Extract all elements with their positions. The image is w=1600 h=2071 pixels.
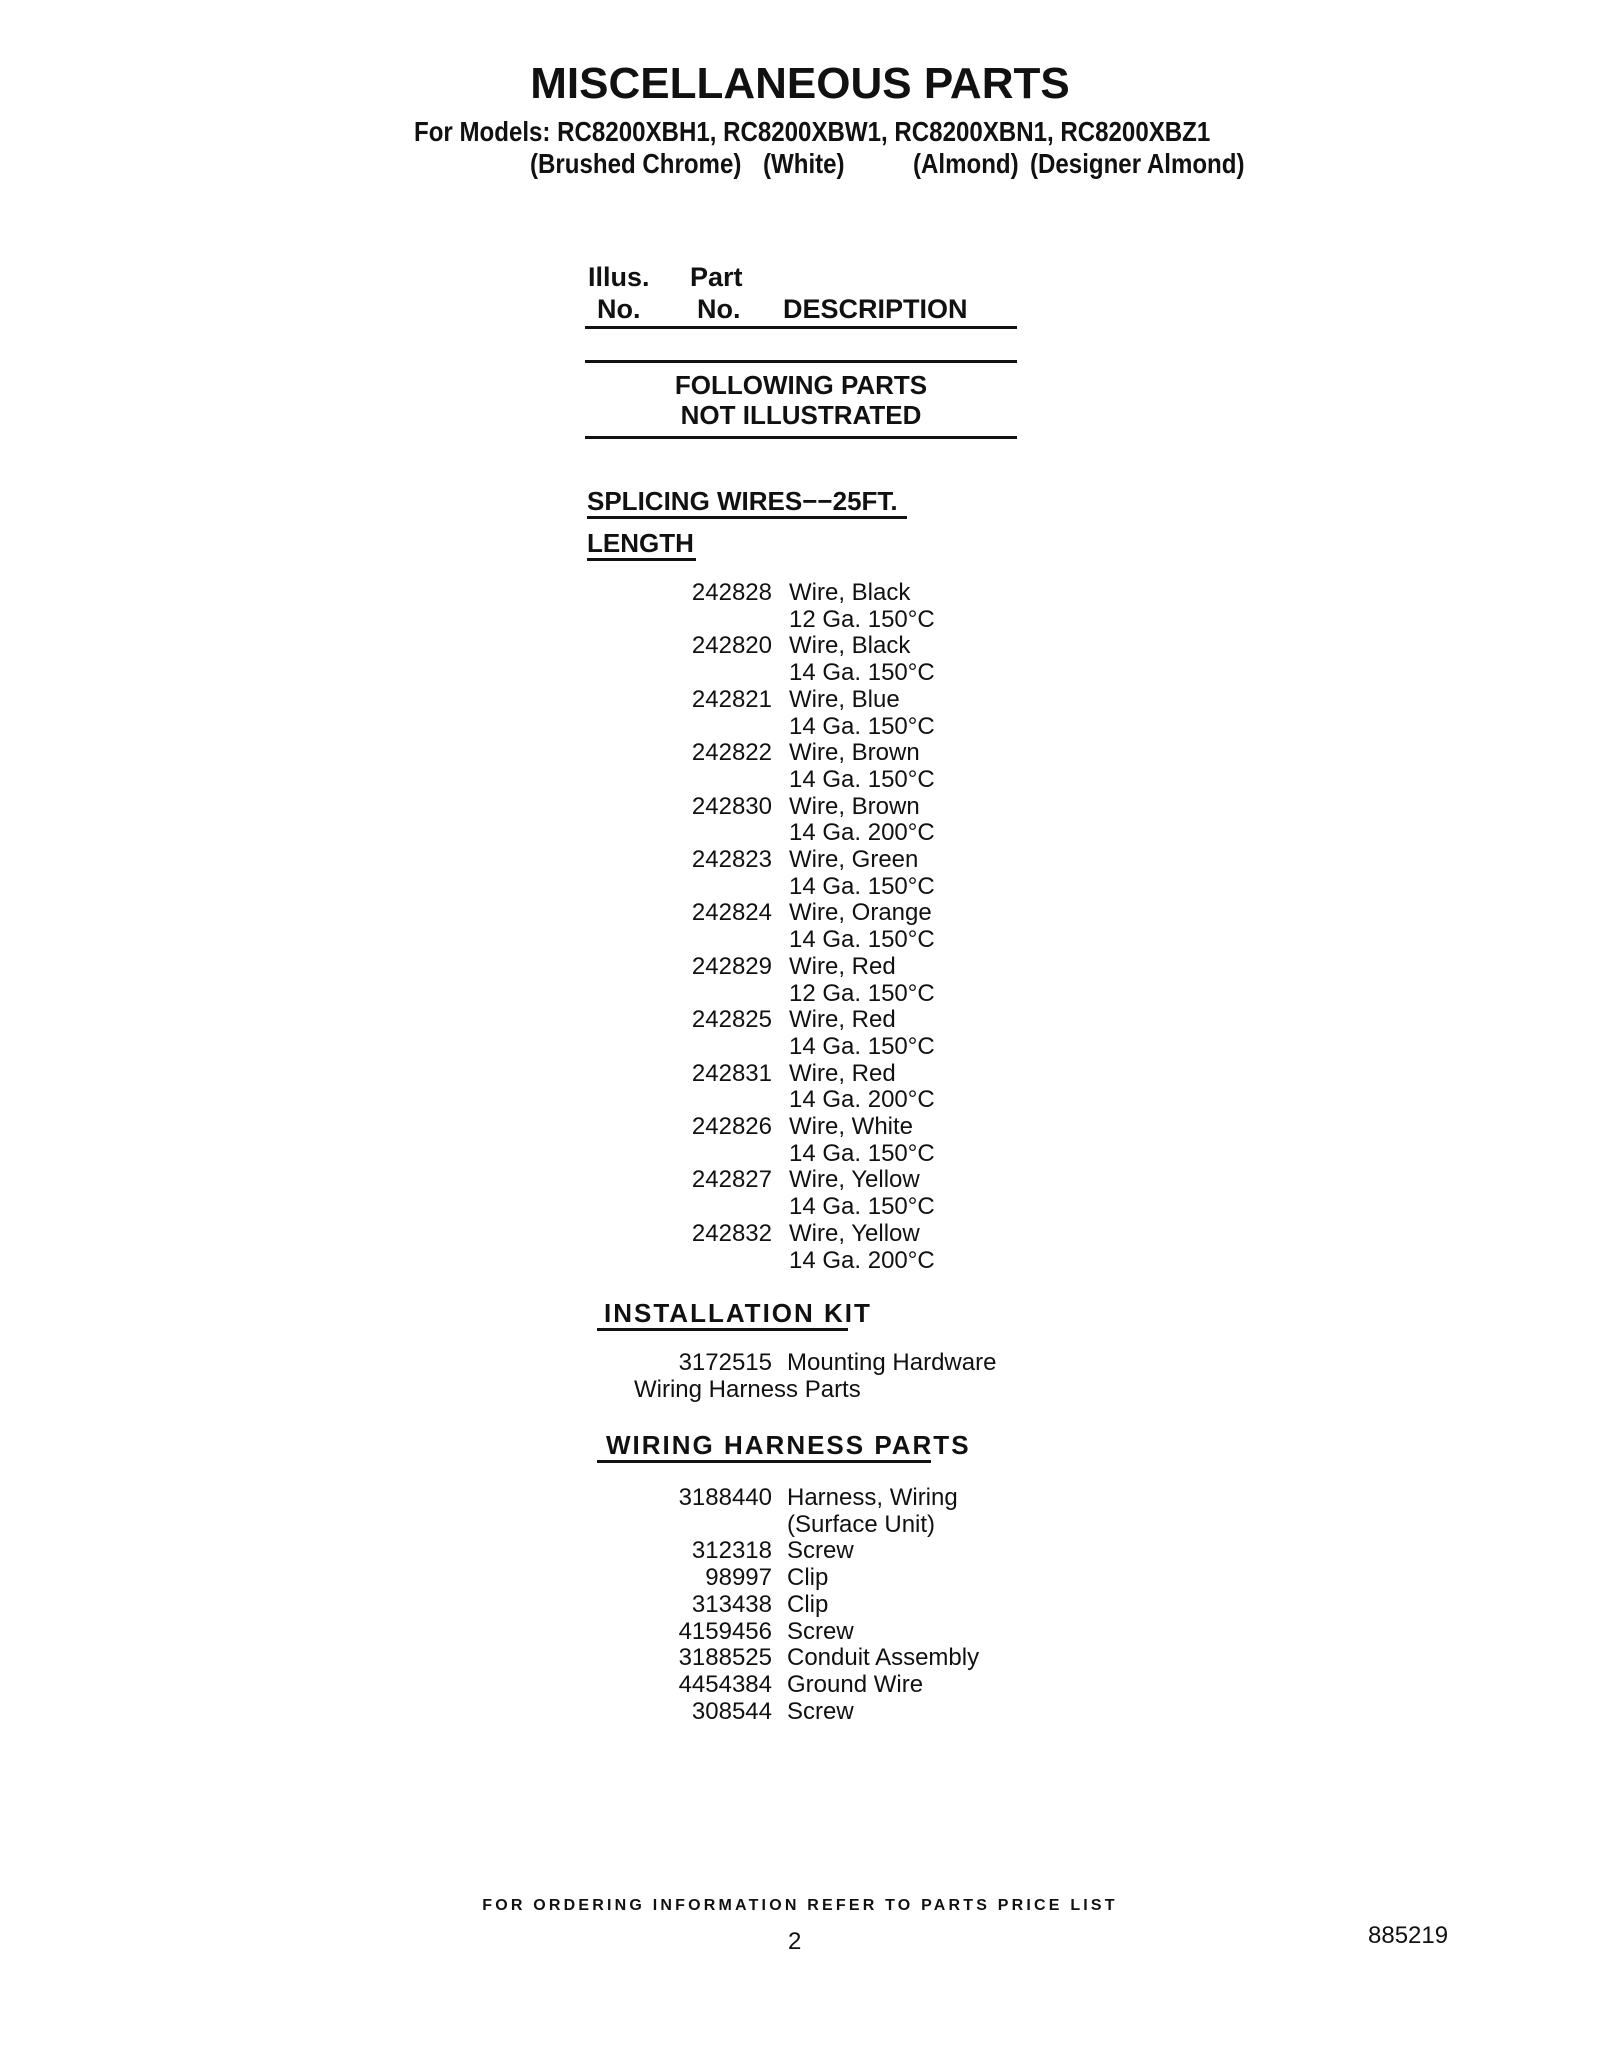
splicing-heading-line2: LENGTH (587, 528, 694, 558)
splice-spec: 14 Ga. 150°C (789, 1139, 935, 1167)
illus-header-line1: Illus. (588, 262, 650, 292)
harness-description: Screw (787, 1617, 854, 1645)
installation-description: Mounting Hardware (787, 1349, 997, 1376)
page-number: 2 (788, 1928, 802, 1955)
splice-part-number: 242821 (691, 685, 772, 713)
harness-part-number: 3188525 (678, 1644, 772, 1672)
installation-note: Wiring Harness Parts (634, 1376, 861, 1403)
splice-spec: 14 Ga. 200°C (789, 1086, 935, 1114)
splice-description: Wire, Red (789, 1059, 896, 1087)
splicing-heading-line1: SPLICING WIRES−−25FT. (587, 486, 898, 516)
splice-part-number: 242828 (691, 579, 772, 606)
splice-spec: 14 Ga. 200°C (789, 1246, 935, 1274)
document-number: 885219 (1368, 1922, 1449, 1949)
harness-part-number: 4454384 (678, 1670, 772, 1698)
splice-part-number: 242823 (691, 846, 772, 873)
harness-description: Conduit Assembly (787, 1644, 980, 1672)
splice-description: Wire, Orange (789, 899, 932, 927)
splice-description: Wire, Black (789, 632, 911, 660)
page-title: MISCELLANEOUS PARTS (530, 59, 1070, 108)
splice-spec: 14 Ga. 150°C (789, 712, 935, 740)
harness-description: Clip (787, 1590, 829, 1618)
section-rule-top (585, 360, 1017, 363)
harness-part-number: 98997 (705, 1564, 772, 1592)
splice-description: Wire, Red (789, 952, 896, 980)
color-brushed-chrome: (Brushed Chrome) (530, 148, 742, 179)
splice-part-number: 242832 (691, 1219, 772, 1247)
splice-part-number: 242827 (691, 1166, 772, 1194)
splice-part-number: 242824 (691, 899, 772, 927)
harness-spec: (Surface Unit) (787, 1510, 936, 1538)
splice-description: Wire, Yellow (789, 1166, 920, 1194)
splicing-heading-underline1 (587, 516, 907, 519)
harness-description: Screw (787, 1697, 854, 1725)
installation-part-number: 3172515 (678, 1349, 772, 1376)
installation-underline (597, 1328, 848, 1331)
splice-spec: 14 Ga. 150°C (789, 872, 935, 900)
splice-spec: 12 Ga. 150°C (789, 605, 935, 633)
splice-description: Wire, Blue (789, 685, 900, 713)
splice-description: Wire, Red (789, 1006, 896, 1034)
splice-part-number: 242822 (691, 739, 772, 767)
ordering-note: FOR ORDERING INFORMATION REFER TO PARTS PRICE LIST (482, 1897, 1118, 1914)
splice-spec: 14 Ga. 200°C (789, 819, 935, 847)
harness-part-number: 3188440 (678, 1484, 772, 1511)
splice-spec: 14 Ga. 150°C (789, 1032, 935, 1060)
splice-spec: 12 Ga. 150°C (789, 979, 935, 1007)
splice-part-number: 242820 (691, 632, 772, 660)
splice-description: Wire, White (789, 1113, 914, 1140)
splice-part-number: 242829 (691, 952, 772, 980)
models-line: For Models: RC8200XBH1, RC8200XBW1, RC8200XBN1, RC8200XBZ1 (414, 116, 1211, 147)
installation-heading: INSTALLATION KIT (604, 1298, 872, 1328)
illus-header-line2: No. (597, 294, 641, 324)
color-white: (White) (763, 148, 845, 179)
splice-description: Wire, Black (789, 579, 911, 606)
splice-part-number: 242831 (691, 1059, 772, 1087)
splice-spec: 14 Ga. 150°C (789, 659, 935, 687)
harness-part-number: 313438 (691, 1590, 772, 1618)
harness-part-number: 312318 (691, 1537, 772, 1565)
harness-description: Screw (787, 1537, 854, 1565)
color-designer-almond: (Designer Almond) (1030, 148, 1245, 179)
part-header-line2: No. (697, 294, 741, 324)
part-header-line1: Part (690, 262, 743, 292)
harness-heading: WIRING HARNESS PARTS (606, 1430, 971, 1460)
header-rule (585, 326, 1017, 329)
splice-description: Wire, Yellow (789, 1219, 920, 1247)
splice-part-number: 242826 (691, 1113, 772, 1140)
splice-spec: 14 Ga. 150°C (789, 765, 935, 793)
splice-spec: 14 Ga. 150°C (789, 1193, 935, 1221)
color-almond: (Almond) (913, 148, 1019, 179)
description-header: DESCRIPTION (783, 294, 968, 324)
splicing-heading-underline2 (587, 558, 696, 561)
harness-part-number: 308544 (691, 1697, 772, 1725)
splice-description: Wire, Brown (789, 739, 920, 767)
splice-part-number: 242825 (691, 1006, 772, 1034)
splice-description: Wire, Brown (789, 792, 920, 820)
harness-description: Clip (787, 1564, 829, 1592)
harness-underline (597, 1460, 931, 1463)
splice-description: Wire, Green (789, 846, 919, 873)
harness-description: Ground Wire (787, 1670, 924, 1698)
not-illustrated-line2: NOT ILLUSTRATED (680, 400, 922, 430)
harness-description: Harness, Wiring (787, 1484, 958, 1511)
harness-part-number: 4159456 (678, 1617, 772, 1645)
not-illustrated-line1: FOLLOWING PARTS (674, 370, 928, 400)
section-rule-bottom (585, 436, 1017, 439)
splice-part-number: 242830 (691, 792, 772, 820)
splice-spec: 14 Ga. 150°C (789, 926, 935, 954)
